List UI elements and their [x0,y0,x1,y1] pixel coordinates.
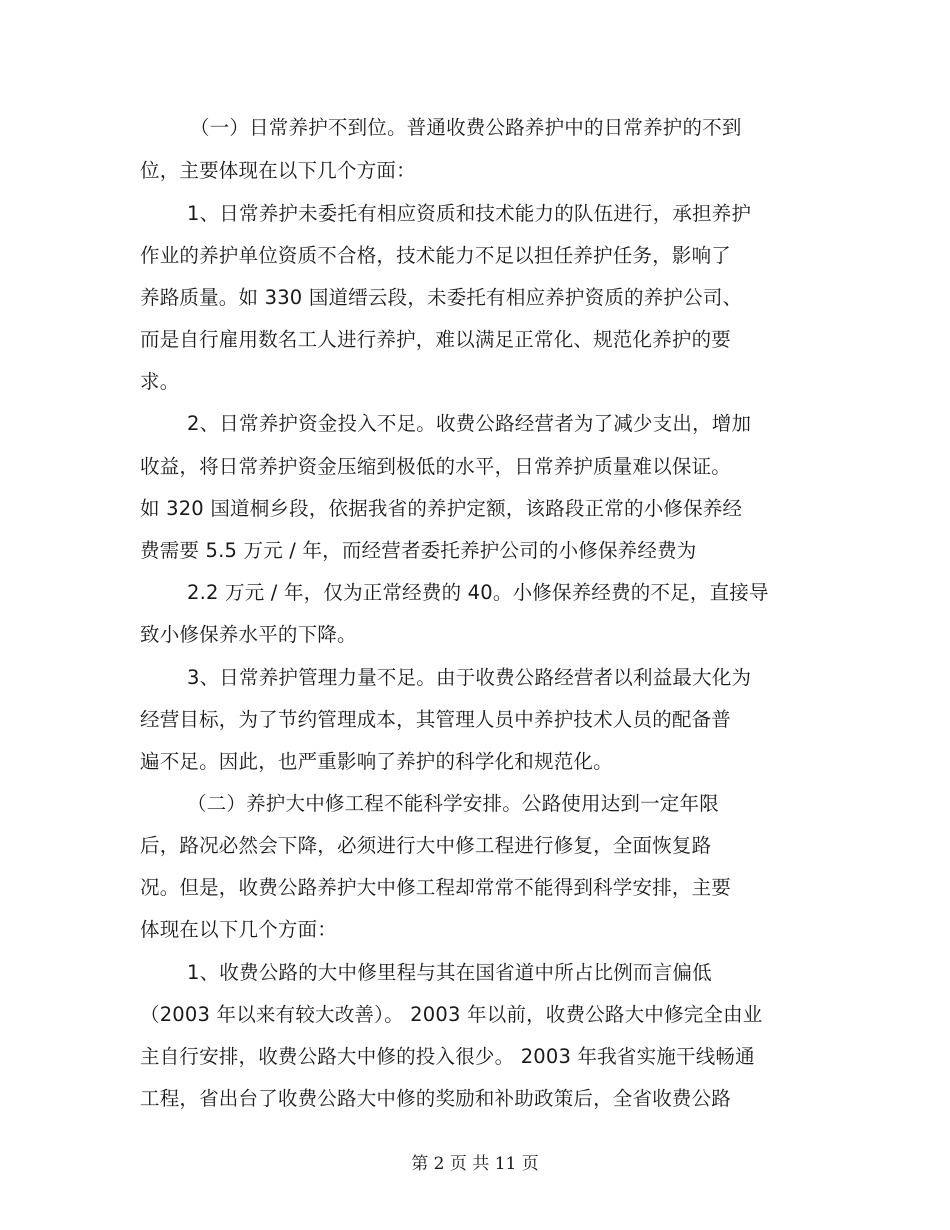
text-line: 2、日常养护资金投入不足。收费公路经营者为了减少支出，增加 [187,412,752,435]
text-line: 1、收费公路的大中修里程与其在国省道中所占比例而言偏低 [187,961,712,984]
text-line: （二）养护大中修工程不能科学安排。公路使用达到一定年限 [187,792,719,815]
text-line: （2003 年以来有较大改善）。 2003 年以前，收费公路大中修完全由业 [140,1003,763,1026]
text-line: 经营目标，为了节约管理成本，其管理人员中养护技术人员的配备普 [140,708,732,731]
text-line: 况。但是，收费公路养护大中修工程却常常不能得到科学安排，主要 [140,876,732,899]
text-line: 养路质量。如 330 国道缙云段，未委托有相应养护资质的养护公司、 [140,286,743,309]
text-line: 后，路况必然会下降，必须进行大中修工程进行修复，全面恢复路 [140,834,712,857]
text-line: （一）日常养护不到位。普通收费公路养护中的日常养护的不到 [190,116,742,139]
text-line: 3、日常养护管理力量不足。由于收费公路经营者以利益最大化为 [187,666,752,689]
text-line: 工程，省出台了收费公路大中修的奖励和补助政策后，全省收费公路 [140,1087,732,1110]
text-line: 求。 [140,370,180,393]
text-line: 2.2 万元 / 年，仅为正常经费的 40。小修保养经费的不足，直接导 [187,581,769,604]
text-line: 收益，将日常养护资金压缩到极低的水平，日常养护质量难以保证。 [140,455,732,478]
text-line: 而是自行雇用数名工人进行养护，难以满足正常化、规范化养护的要 [140,328,732,351]
text-line: 遍不足。因此，也严重影响了养护的科学化和规范化。 [140,750,613,773]
text-line: 体现在以下几个方面： [140,918,338,941]
text-line: 主自行安排，收费公路大中修的投入很少。 2003 年我省实施干线畅通 [140,1045,755,1068]
text-line: 1、日常养护未委托有相应资质和技术能力的队伍进行，承担养护 [187,202,752,225]
text-line: 如 320 国道桐乡段，依据我省的养护定额，该路段正常的小修保养经 [140,497,743,520]
page-number-footer: 第 2 页 共 11 页 [411,1154,539,1174]
text-line: 费需要 5.5 万元 / 年，而经营者委托养护公司的小修保养经费为 [140,539,697,562]
text-line: 作业的养护单位资质不合格，技术能力不足以担任养护任务，影响了 [140,244,732,267]
text-line: 致小修保养水平的下降。 [140,623,357,646]
text-line: 位，主要体现在以下几个方面： [140,159,416,182]
